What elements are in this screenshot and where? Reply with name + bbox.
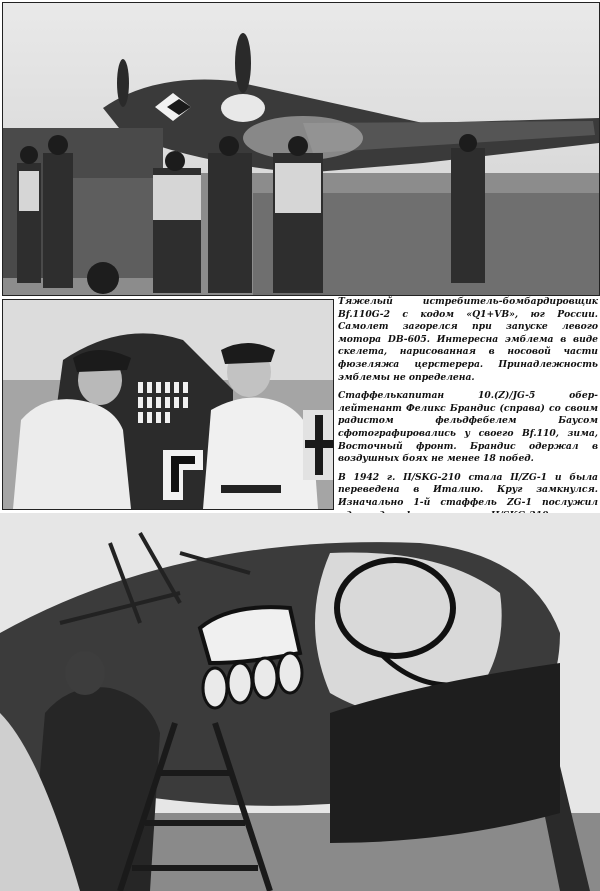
caption-bottom-photo: В 1942 г. II/SKG-210 стала II/ZG-1 и была переведена в Италию. Круг замкнулся. Изначально 1-й стаффель ZG-1 послужил bbox=[338, 471, 598, 508]
top-photo bbox=[2, 2, 600, 296]
caption-top-photo: Тяжелый истребитель-бомбардировщик Bf.110G-2 с кодом «Q1+VB», юг России. Самолет загорелся при запуске левого мотора DB-605. Интересна эмблема в виде скелета, нарисованная в носовой части фюзеляжа церстерера. Принадлежность эмблемы не определена. bbox=[338, 296, 598, 383]
middle-photo bbox=[2, 299, 334, 510]
top-photo-image bbox=[3, 3, 599, 295]
bottom-photo-image bbox=[0, 513, 600, 891]
captions-column bbox=[338, 296, 598, 510]
middle-photo-image bbox=[3, 300, 333, 509]
caption-middle-photo: Стаффелькапитан 10.(Z)/JG-5 обер-лейтенант Феликс Брандис (справа) со своим радистом фельдфебелем Баусом сфотографировались у своего Bf.110, зима, Восточный фронт. Брандис одержал в воздушных боях не менее 18 побед. bbox=[338, 390, 598, 465]
bottom-photo bbox=[0, 513, 600, 891]
